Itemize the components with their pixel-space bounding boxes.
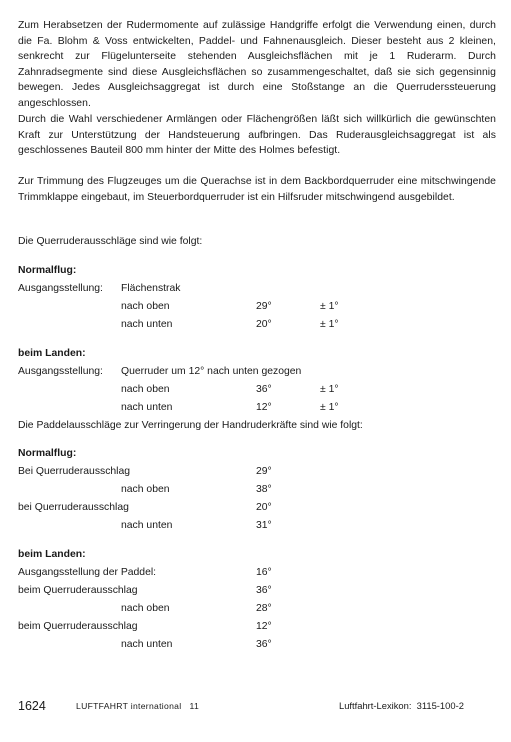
ausgang-value: Querruder um 12° nach unten gezogen	[121, 366, 302, 377]
querruder-landen-row	[0, 381, 511, 399]
paddel-normalflug-row	[0, 481, 511, 499]
row-label: nach oben	[121, 603, 170, 614]
row-value: 36°	[256, 639, 272, 650]
row-tolerance: ± 1°	[320, 319, 339, 330]
paddel-landen-row	[0, 582, 511, 600]
paddel-normalflug-heading: Normalflug:	[18, 448, 77, 459]
row-label: nach oben	[121, 301, 170, 312]
row-value: 20°	[256, 502, 272, 513]
paddel-landen-heading-row	[0, 546, 511, 564]
paddel-normalflug-heading-row	[0, 445, 511, 463]
row-label: nach oben	[121, 484, 170, 495]
paddel-intro: Die Paddelausschläge zur Verringerung der Handruderkräfte sind wie folgt:	[18, 420, 363, 431]
row-label: nach oben	[121, 384, 170, 395]
row-label: bei Querruderausschlag	[18, 502, 129, 513]
row-value: 12°	[256, 621, 272, 632]
paddel-landen-row	[0, 618, 511, 636]
row-label: nach unten	[121, 402, 173, 413]
querruder-normalflug-row	[0, 316, 511, 334]
row-tolerance: ± 1°	[320, 402, 339, 413]
paddel-landen-row	[0, 564, 511, 582]
row-value: 20°	[256, 319, 272, 330]
row-value: 36°	[256, 585, 272, 596]
row-value: 38°	[256, 484, 272, 495]
paddel-landen-heading: beim Landen:	[18, 549, 86, 560]
querruder-normalflug-row	[0, 298, 511, 316]
row-value: 28°	[256, 603, 272, 614]
row-label: nach unten	[121, 639, 173, 650]
paragraph-trimmung: Zur Trimmung des Flugzeuges um die Querachse ist in dem Backbordquerruder eine mitschwingende Trimmklappe eingebaut, im Steuerbordquerruder ist ein Hilfsruder mitschwingend ausgebildet.	[18, 176, 496, 203]
paragraph-armlaengen: Durch die Wahl verschiedener Armlängen oder Flächengrößen läßt sich willkürlich die gewünschten Kraft zur Unterstützung der Handsteuerung aufbringen. Das Ruderausgleichsaggregat ist als geschlossenes Bauteil 800 mm hinter der Mitte des Holmes befestigt.	[18, 114, 496, 156]
querruder-normalflug-heading: Normalflug:	[18, 265, 77, 276]
querruder-landen-ausgang-row	[0, 363, 511, 381]
row-value: 31°	[256, 520, 272, 531]
page-footer	[0, 697, 511, 715]
row-label: beim Querruderausschlag	[18, 585, 138, 596]
magazine-label: LUFTFAHRT international 11	[76, 701, 200, 711]
ausgang-label: Ausgangsstellung:	[18, 283, 103, 294]
paddel-normalflug-row	[0, 517, 511, 535]
querruder-normalflug-heading-row	[0, 262, 511, 280]
row-label: nach unten	[121, 520, 173, 531]
querruder-landen-row	[0, 399, 511, 417]
paddel-landen-row	[0, 600, 511, 618]
paddel-normalflug-row	[0, 499, 511, 517]
paddel-normalflug-row	[0, 463, 511, 481]
paddel-intro-row	[0, 417, 511, 435]
querruder-landen-heading-row	[0, 345, 511, 363]
querruder-normalflug-ausgang-row	[0, 280, 511, 298]
lexikon-reference: Luftfahrt-Lexikon: 3115-100-2	[339, 700, 464, 711]
paddel-landen-row	[0, 636, 511, 654]
ausgang-label: Ausgangsstellung:	[18, 366, 103, 377]
page-number: 1624	[18, 699, 46, 713]
row-value: 16°	[256, 567, 272, 578]
querruder-intro-row	[0, 233, 511, 251]
paragraph-ausgleich: Zum Herabsetzen der Rudermomente auf zulässige Handgriffe erfolgt die Verwendung einen, durch die Fa. Blohm & Voss entwickelten, Paddel- und Fahnenausgleich. Dieser besteht aus 2 kleinen, senkrecht zur Flügelunterseite stehenden Ausgleichsflächen mit je 1 Ruderarm. Durch Zahnradsegmente sind diese Ausgleichsflächen so zusammengeschaltet, daß sie sich gegensinnig bewegen. Jedes Ausgleichsaggregat ist durch eine Stoßstange an die Querruderssteuerung angeschlossen.	[18, 20, 496, 109]
row-tolerance: ± 1°	[320, 301, 339, 312]
row-value: 36°	[256, 384, 272, 395]
ausgang-value: Flächenstrak	[121, 283, 181, 294]
row-label: Bei Querruderausschlag	[18, 466, 131, 477]
row-label: beim Querruderausschlag	[18, 621, 138, 632]
querruder-landen-heading: beim Landen:	[18, 348, 86, 359]
row-label: Ausgangsstellung der Paddel:	[18, 567, 157, 578]
row-tolerance: ± 1°	[320, 384, 339, 395]
querruder-intro: Die Querruderausschläge sind wie folgt:	[18, 236, 203, 247]
row-value: 29°	[256, 466, 272, 477]
row-value: 29°	[256, 301, 272, 312]
row-label: nach unten	[121, 319, 173, 330]
row-value: 12°	[256, 402, 272, 413]
